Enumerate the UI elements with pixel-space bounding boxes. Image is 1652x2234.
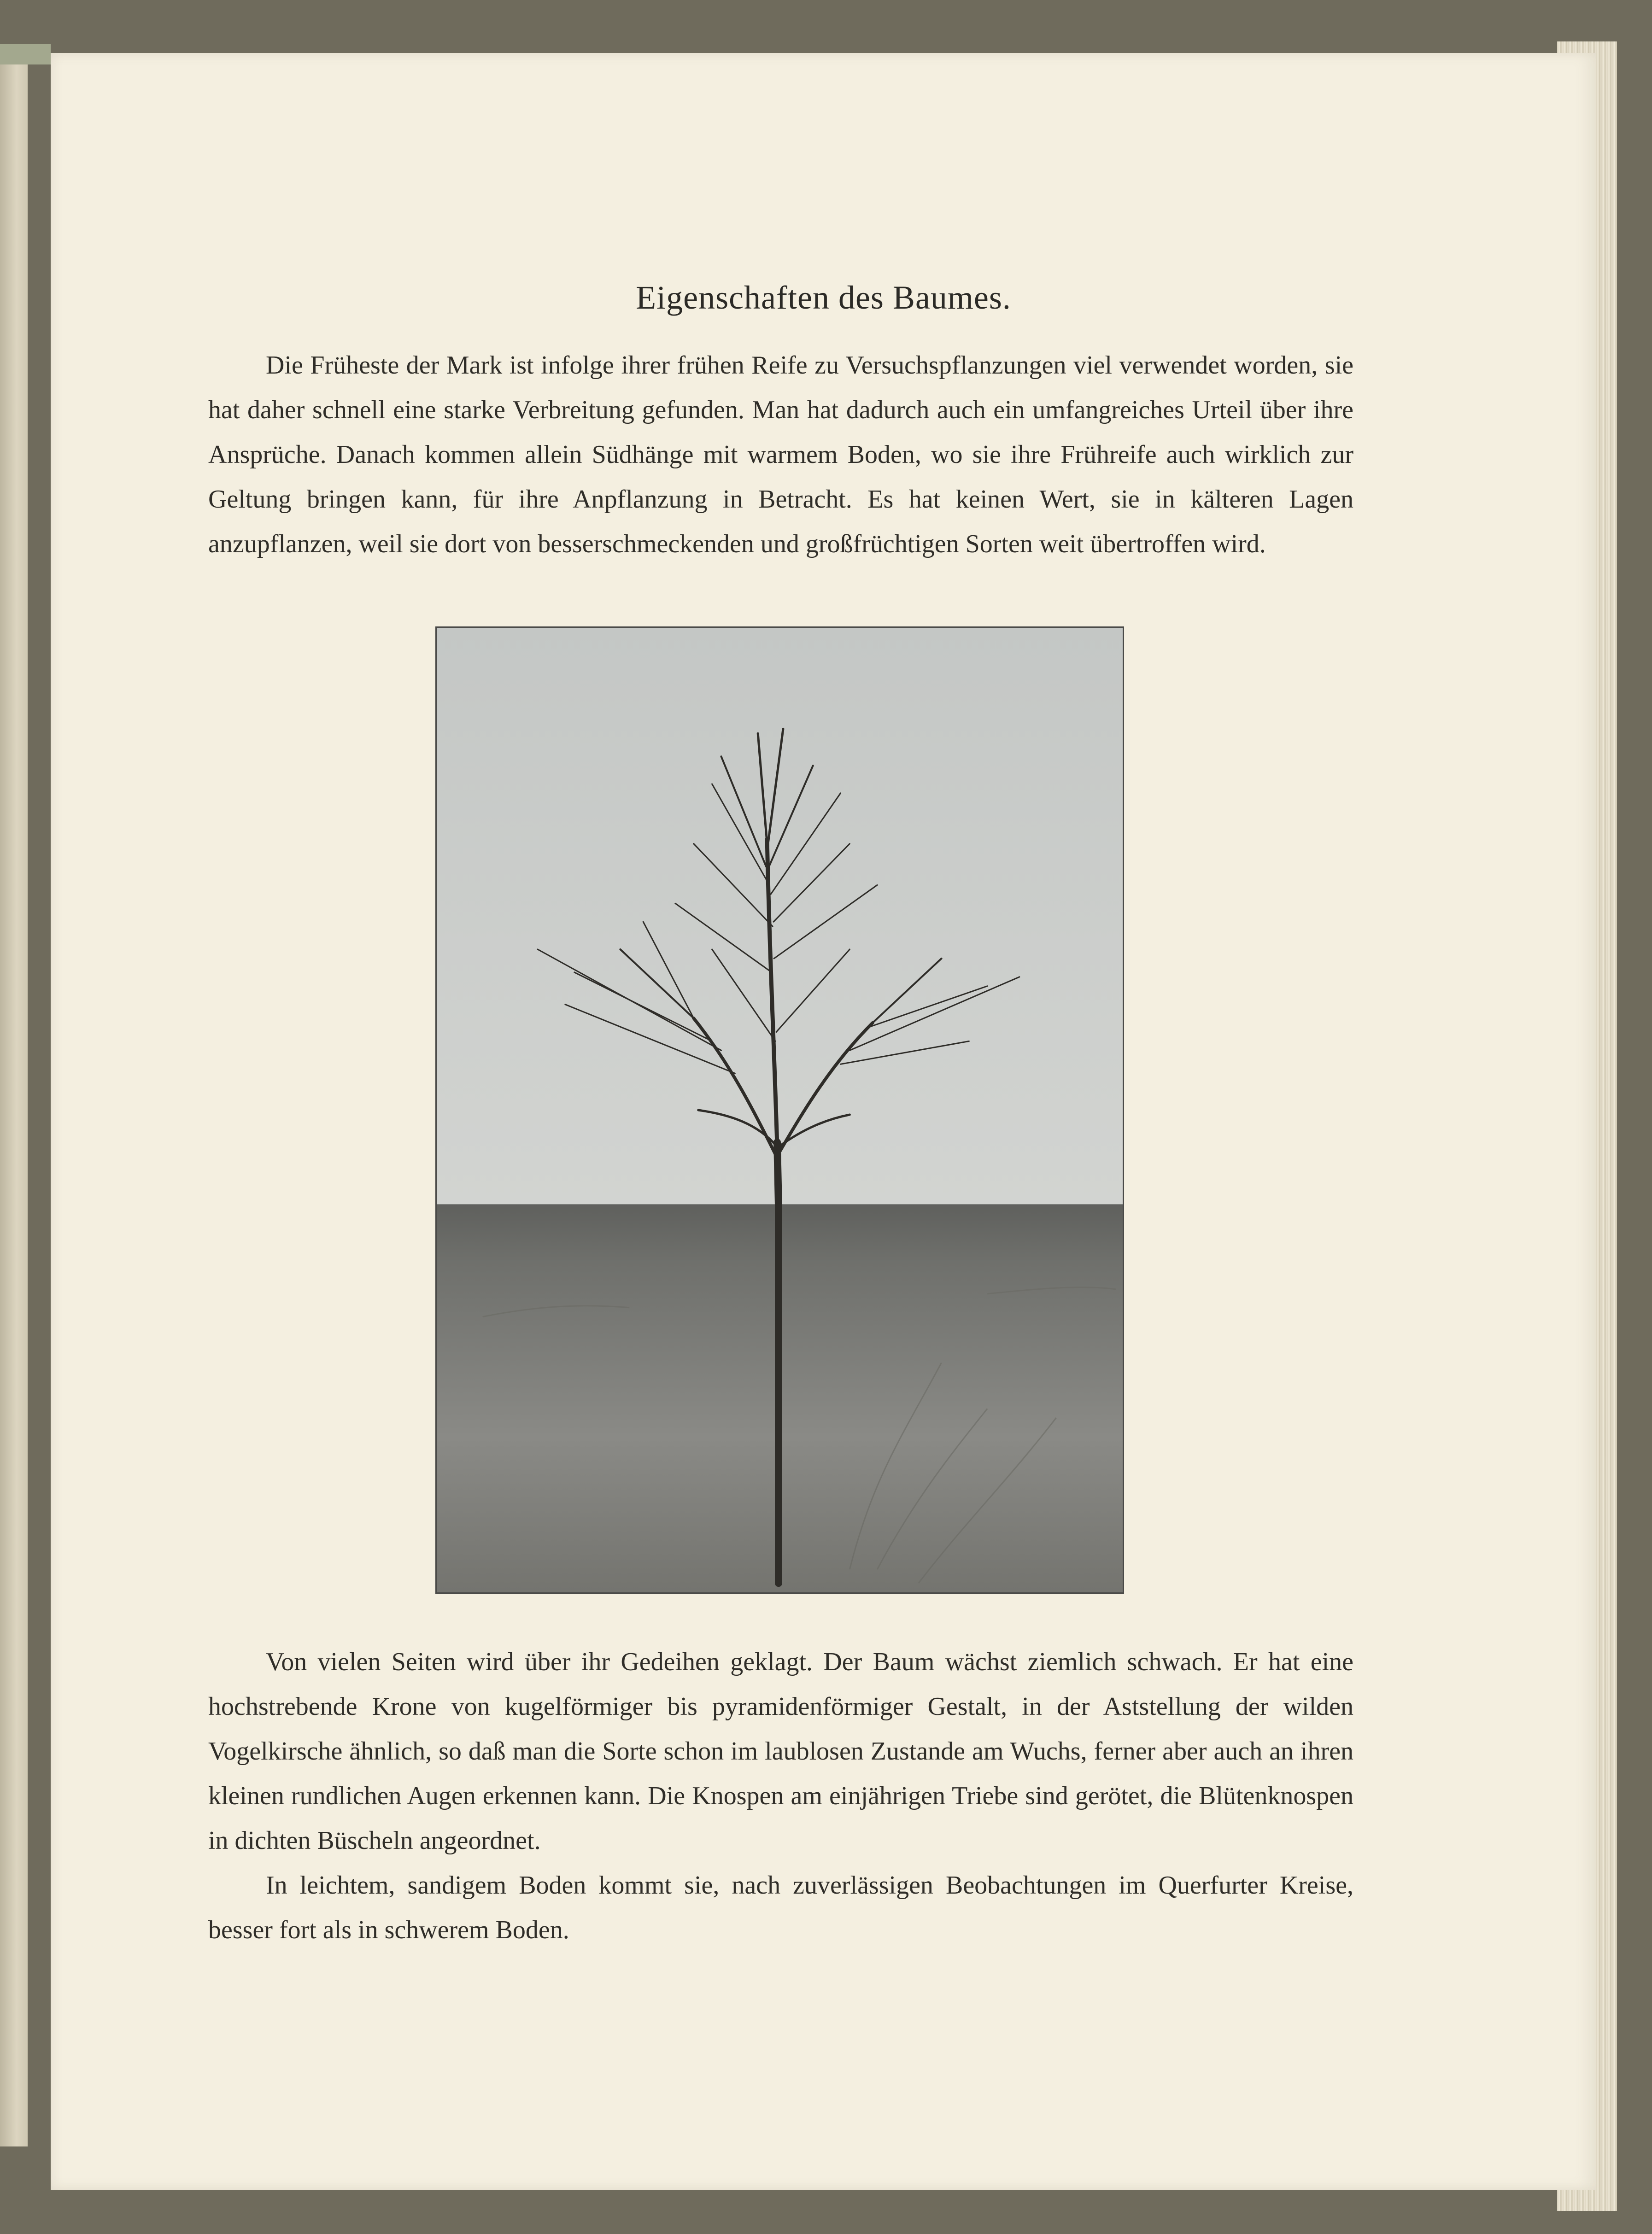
paragraph-intro: Die Früheste der Mark ist infolge ihrer frühen Reife zu Versuchspflanzungen viel verwendet worden, sie hat daher schnell eine starke Verbreitung gefunden. Man hat dadurch auch ein umfangreiches Urteil über ihre Ansprüche. Danach kommen allein Südhänge mit warmem Boden, wo sie ihre Frühreife auch wirklich zur Geltung bringen kann, für ihre Anpflanzung in Betracht. Es hat keinen Wert, sie in kälteren Lagen anzupflanzen, weil sie dort von besserschmeckenden und großfrüchtigen Sorten weit übertroffen wird.	[208, 351, 1353, 558]
binding-edge	[0, 44, 51, 64]
paragraph-soil: In leichtem, sandigem Boden kommt sie, nach zuverlässigen Beobachtungen im Querfurter Kreise, besser fort als in schwerem Boden.	[208, 1871, 1353, 1944]
bare-tree-image	[437, 628, 1123, 1592]
tree-photograph	[435, 626, 1124, 1594]
page-title: Eigenschaften des Baumes.	[636, 279, 1011, 316]
left-page-edge	[0, 46, 28, 2146]
paragraph-growth: Von vielen Seiten wird über ihr Gedeihen geklagt. Der Baum wächst ziemlich schwach. Er hat eine hochstrebende Krone von kugelförmiger bis pyramidenförmiger Gestalt, in der Aststellung der wilden Vogelkirsche ähnlich, so daß man die Sorte schon im laublosen Zustande am Wuchs, ferner aber auch an ihren kleinen rundlichen Augen erkennen kann. Die Knospen am einjährigen Triebe sind gerötet, die Blütenknospen in dichten Büscheln angeordnet.	[208, 1648, 1353, 1855]
book-page	[51, 53, 1596, 2190]
